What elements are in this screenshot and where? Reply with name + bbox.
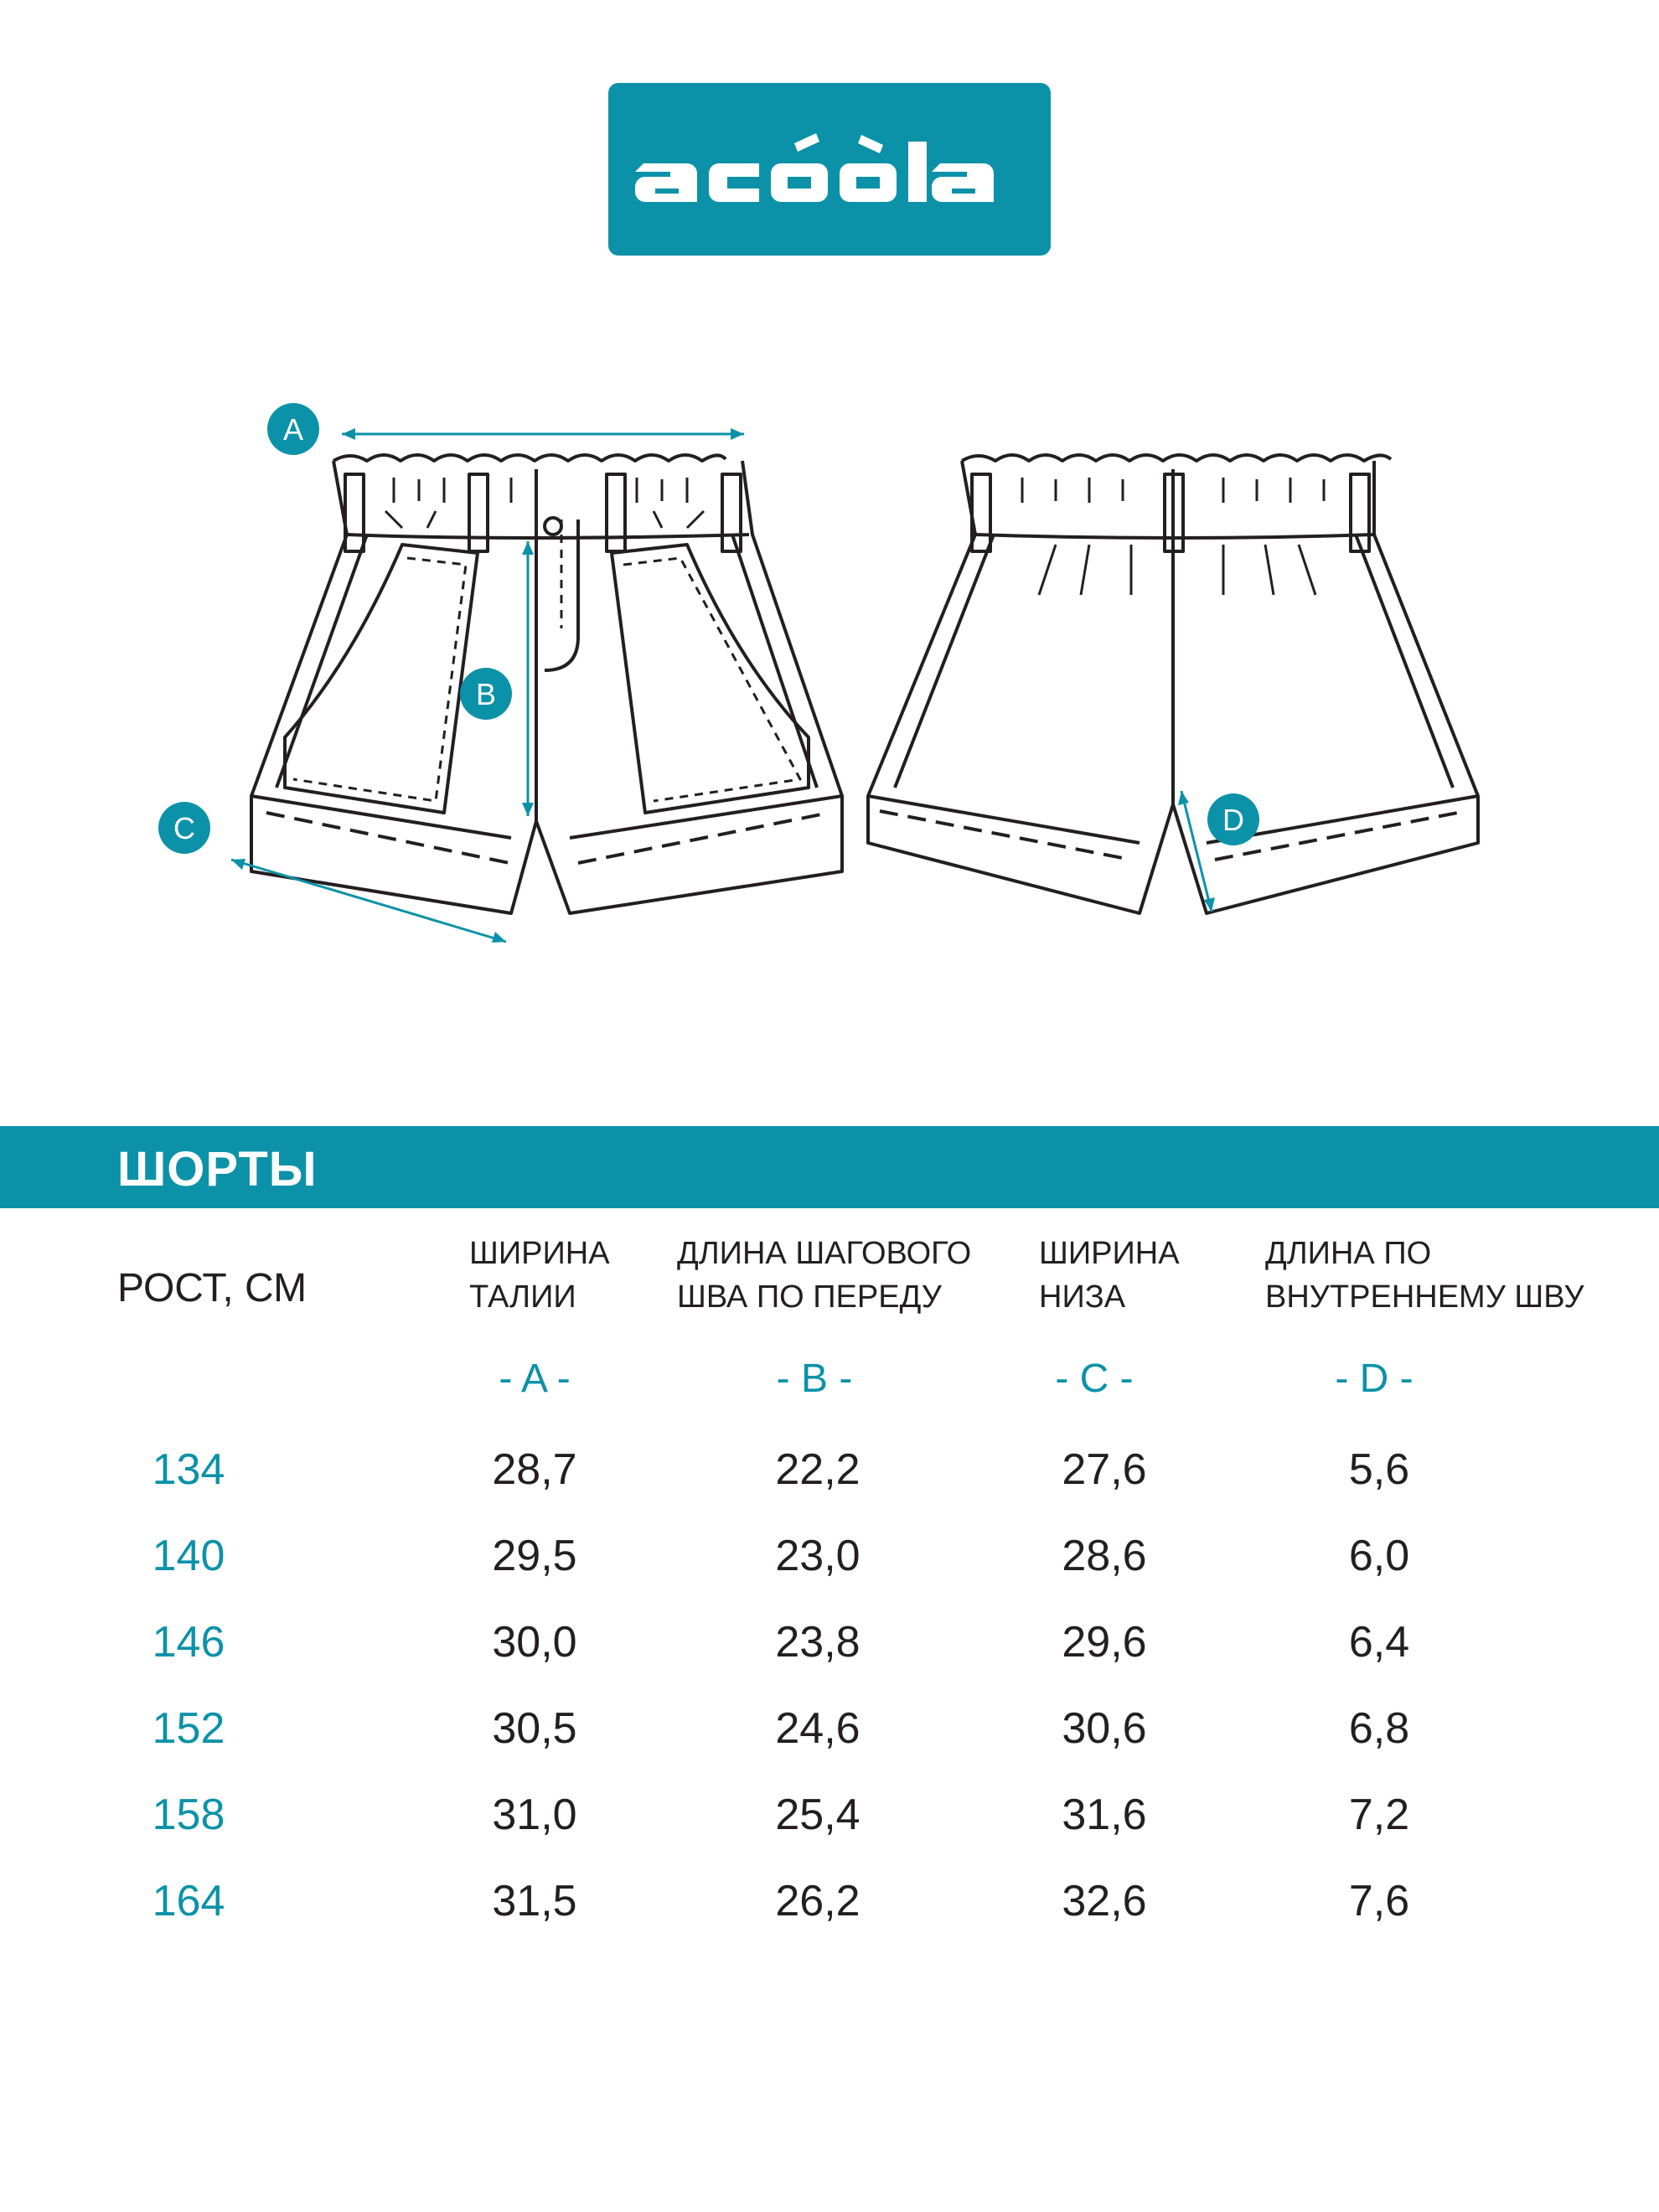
brand-logo xyxy=(608,83,1051,256)
value-cell: 30,5 xyxy=(492,1704,577,1753)
marker-d-label: D xyxy=(1222,803,1244,837)
acoola-logo-mark xyxy=(608,83,1051,256)
value-cell: 26,2 xyxy=(775,1877,861,1925)
table-row xyxy=(0,1531,1659,1598)
height-cell: 152 xyxy=(152,1704,225,1753)
column-header-inner-seam xyxy=(1265,1232,1584,1319)
value-cell: 6,8 xyxy=(1348,1704,1410,1753)
column-header-line2: ТАЛИИ xyxy=(469,1279,576,1315)
value-cell: 31,5 xyxy=(492,1877,577,1925)
column-header-waist xyxy=(469,1232,610,1319)
table-row xyxy=(0,1876,1659,1943)
column-header-inseam-front xyxy=(677,1232,971,1319)
column-header-line2: ВНУТРЕННЕМУ ШВУ xyxy=(1265,1279,1584,1315)
value-cell: 7,6 xyxy=(1348,1877,1410,1925)
value-cell: 28,7 xyxy=(492,1445,577,1494)
value-cell: 6,4 xyxy=(1348,1618,1410,1667)
value-cell: 23,0 xyxy=(775,1532,861,1580)
column-header-hem xyxy=(1039,1232,1180,1319)
value-cell: 27,6 xyxy=(1062,1445,1147,1494)
column-letter-b: - B - xyxy=(776,1357,853,1401)
shorts-back-view xyxy=(868,455,1478,913)
section-title: ШОРТЫ xyxy=(117,1142,318,1196)
value-cell: 7,2 xyxy=(1348,1791,1410,1839)
column-header-line2: НИЗА xyxy=(1039,1279,1126,1315)
value-cell: 30,6 xyxy=(1062,1704,1147,1753)
value-cell: 29,6 xyxy=(1062,1618,1147,1667)
value-cell: 22,2 xyxy=(775,1445,861,1494)
height-column-header: РОСТ, СМ xyxy=(117,1266,308,1310)
column-letter-d: - D - xyxy=(1335,1357,1414,1401)
marker-a xyxy=(267,403,319,455)
value-cell: 31,6 xyxy=(1062,1791,1147,1839)
value-cell: 32,6 xyxy=(1062,1877,1147,1925)
marker-c xyxy=(158,802,210,854)
shorts-technical-drawing xyxy=(0,385,1659,989)
column-header-line1: ДЛИНА ПО xyxy=(1265,1236,1432,1271)
height-cell: 146 xyxy=(152,1618,225,1667)
column-header-line1: ШИРИНА xyxy=(1039,1236,1180,1271)
height-cell: 134 xyxy=(152,1445,225,1494)
table-row xyxy=(0,1703,1659,1770)
value-cell: 24,6 xyxy=(775,1704,861,1753)
marker-b-label: B xyxy=(475,677,497,711)
marker-c-label: C xyxy=(173,811,195,845)
value-cell: 29,5 xyxy=(492,1532,577,1580)
column-letter-a: - A - xyxy=(499,1357,571,1401)
table-row xyxy=(0,1790,1659,1857)
height-cell: 164 xyxy=(152,1877,225,1925)
marker-a-label: A xyxy=(282,412,304,447)
column-header-line2: ШВА ПО ПЕРЕДУ xyxy=(677,1279,942,1315)
column-header-line1: ДЛИНА ШАГОВОГО xyxy=(677,1236,972,1271)
section-banner xyxy=(0,1126,1659,1208)
value-cell: 5,6 xyxy=(1348,1445,1410,1494)
table-row xyxy=(0,1617,1659,1684)
marker-b xyxy=(460,668,512,720)
column-letter-c: - C - xyxy=(1055,1357,1134,1401)
column-header-line1: ШИРИНА xyxy=(469,1236,610,1271)
shorts-front-view xyxy=(251,455,842,913)
value-cell: 23,8 xyxy=(775,1618,861,1667)
value-cell: 6,0 xyxy=(1348,1532,1410,1580)
marker-d xyxy=(1207,793,1259,845)
value-cell: 25,4 xyxy=(775,1791,861,1839)
value-cell: 28,6 xyxy=(1062,1532,1147,1580)
height-cell: 140 xyxy=(152,1532,225,1580)
height-cell: 158 xyxy=(152,1791,225,1839)
table-row xyxy=(0,1445,1659,1512)
value-cell: 30,0 xyxy=(492,1618,577,1667)
value-cell: 31,0 xyxy=(492,1791,577,1839)
